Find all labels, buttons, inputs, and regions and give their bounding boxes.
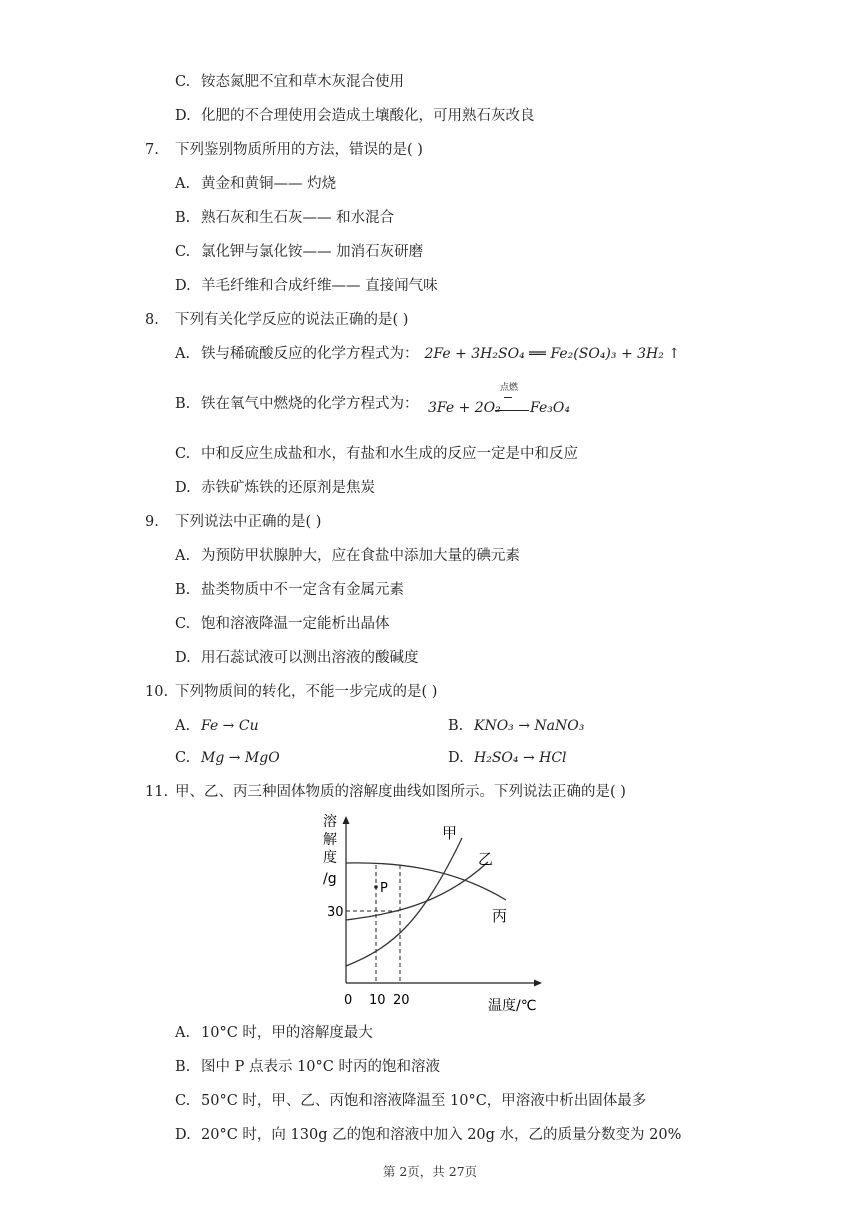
series-bing-curve — [346, 863, 506, 900]
option-text: 图中 P 点表示 10°C 时丙的饱和溶液 — [201, 1059, 440, 1075]
option-text: 中和反应生成盐和水，有盐和水生成的反应一定是中和反应 — [201, 446, 578, 462]
q11-option-d: D. 20°C 时，向 130g 乙的饱和溶液中加入 20g 水，乙的质量分数变为 20% — [175, 1127, 682, 1143]
option-text: 50°C 时，甲、乙、丙饱和溶液降温至 10°C，甲溶液中析出固体最多 — [201, 1093, 647, 1109]
solubility-chart — [310, 808, 550, 1018]
q11-option-a: A. 10°C 时，甲的溶解度最大 — [175, 1025, 373, 1041]
q8-option-b: B. 铁在氧气中燃烧的化学方程式为： — [175, 396, 419, 412]
prev-option-d: D. 化肥的不合理使用会造成土壤酸化，可用熟石灰改良 — [175, 108, 535, 124]
y-axis-label-3: 度 — [323, 850, 337, 866]
question-10-stem — [145, 682, 437, 702]
y-axis-label-4: /g — [323, 871, 337, 887]
q9-option-b: B. 盐类物质中不一定含有金属元素 — [175, 582, 404, 598]
q10-option-b: B. KNO₃ → NaNO₃ — [448, 718, 585, 734]
x-axis-arrow — [534, 980, 542, 987]
q10-option-d: D. H₂SO₄ → HCl — [448, 750, 567, 766]
option-text: 为预防甲状腺肿大，应在食盐中添加大量的碘元素 — [201, 548, 520, 564]
equation: 2Fe + 3H₂SO₄ ══ Fe₂(SO₄)₃ + 3H₂ ↑ — [424, 346, 681, 362]
q10-option-a: A. Fe → Cu — [175, 718, 259, 734]
question-number: 10. — [145, 684, 169, 700]
question-text: 下列鉴别物质所用的方法，错误的是( ) — [175, 142, 423, 158]
q9-option-d: D. 用石蕊试液可以测出溶液的酸碱度 — [175, 650, 419, 666]
option-text: 羊毛纤维和合成纤维—— 直接闻气味 — [201, 278, 438, 294]
point-p — [374, 885, 378, 889]
q7-option-d: D. 羊毛纤维和合成纤维—— 直接闻气味 — [175, 278, 438, 294]
option-formula: KNO₃ → NaNO₃ — [474, 718, 585, 734]
reaction-condition: 点燃 — [500, 383, 519, 393]
x-tick-label: 20 — [393, 993, 410, 1008]
page-footer: 第 2页，共 27页 — [382, 1164, 478, 1179]
option-text: 化肥的不合理使用会造成土壤酸化，可用熟石灰改良 — [201, 108, 535, 124]
q8-b-equation — [428, 380, 608, 420]
y-axis-label-2: 解 — [323, 832, 337, 848]
question-text: 下列物质间的转化，不能一步完成的是( ) — [175, 684, 438, 700]
question-7-stem — [145, 140, 423, 160]
q7-option-a: A. 黄金和黄铜—— 灼烧 — [175, 176, 337, 192]
option-text: 铵态氮肥不宜和草木灰混合使用 — [201, 74, 404, 90]
option-text: 铁在氧气中燃烧的化学方程式为： — [201, 396, 419, 412]
q8-option-a: A. 铁与稀硫酸反应的化学方程式为： 2Fe + 3H₂SO₄ ══ Fe₂(SO₄)₃ + 3H₂ ↑ — [175, 346, 681, 362]
option-text: 20°C 时，向 130g 乙的饱和溶液中加入 20g 水，乙的质量分数变为 20% — [201, 1127, 682, 1143]
option-text: 盐类物质中不一定含有金属元素 — [201, 582, 404, 598]
option-formula: H₂SO₄ → HCl — [474, 750, 567, 766]
question-8-stem — [145, 310, 408, 330]
arrow-mark — [504, 397, 512, 398]
option-text: 赤铁矿炼铁的还原剂是焦炭 — [201, 480, 375, 496]
y-axis-label-1: 溶 — [323, 814, 337, 830]
question-number: 7. — [145, 142, 159, 158]
series-jia-curve — [346, 838, 462, 966]
question-text: 甲、乙、丙三种固体物质的溶解度曲线如图所示。下列说法正确的是( ) — [175, 784, 626, 800]
point-p-label: P — [380, 881, 388, 896]
prev-option-c: C. 铵态氮肥不宜和草木灰混合使用 — [175, 74, 404, 90]
reaction-line — [495, 410, 529, 411]
option-text: 10°C 时，甲的溶解度最大 — [201, 1025, 373, 1041]
equation-right: Fe₃O₄ — [530, 400, 570, 416]
q7-option-c: C. 氯化钾与氯化铵—— 加消石灰研磨 — [175, 244, 424, 260]
q8-option-c: C. 中和反应生成盐和水，有盐和水生成的反应一定是中和反应 — [175, 446, 578, 462]
option-text: 铁与稀硫酸反应的化学方程式为： — [201, 346, 419, 362]
option-text: 黄金和黄铜—— 灼烧 — [201, 176, 337, 192]
y-axis-arrow — [343, 816, 350, 824]
question-9-stem — [145, 512, 321, 532]
option-text: 氯化钾与氯化铵—— 加消石灰研磨 — [201, 244, 424, 260]
q11-option-c: C. 50°C 时，甲、乙、丙饱和溶液降温至 10°C，甲溶液中析出固体最多 — [175, 1093, 647, 1109]
q11-option-b: B. 图中 P 点表示 10°C 时丙的饱和溶液 — [175, 1059, 440, 1075]
q9-option-c: C. 饱和溶液降温一定能析出晶体 — [175, 616, 390, 632]
x-tick-label: 0 — [344, 993, 353, 1008]
series-label-bing: 丙 — [492, 907, 508, 925]
question-number: 9. — [145, 514, 159, 530]
option-formula: Mg → MgO — [201, 750, 280, 766]
x-axis-label: 温度/℃ — [488, 998, 537, 1014]
x-tick-label: 10 — [369, 993, 386, 1008]
question-11-stem — [145, 782, 626, 802]
option-text: 熟石灰和生石灰—— 和水混合 — [201, 210, 395, 226]
option-formula: Fe → Cu — [201, 718, 259, 734]
series-label-jia: 甲 — [442, 824, 458, 842]
question-number: 8. — [145, 312, 159, 328]
equation-left: 3Fe + 2O₂ — [428, 400, 501, 416]
question-number: 11. — [145, 784, 169, 800]
question-text: 下列说法中正确的是( ) — [175, 514, 322, 530]
q8-option-d: D. 赤铁矿炼铁的还原剂是焦炭 — [175, 480, 375, 496]
q10-option-c: C. Mg → MgO — [175, 750, 280, 766]
option-text: 用石蕊试液可以测出溶液的酸碱度 — [201, 650, 419, 666]
q7-option-b: B. 熟石灰和生石灰—— 和水混合 — [175, 210, 395, 226]
option-text: 饱和溶液降温一定能析出晶体 — [201, 616, 390, 632]
question-text: 下列有关化学反应的说法正确的是( ) — [175, 312, 409, 328]
series-label-yi: 乙 — [478, 850, 494, 868]
y-tick-label: 30 — [327, 905, 344, 920]
q9-option-a: A. 为预防甲状腺肿大，应在食盐中添加大量的碘元素 — [175, 548, 520, 564]
